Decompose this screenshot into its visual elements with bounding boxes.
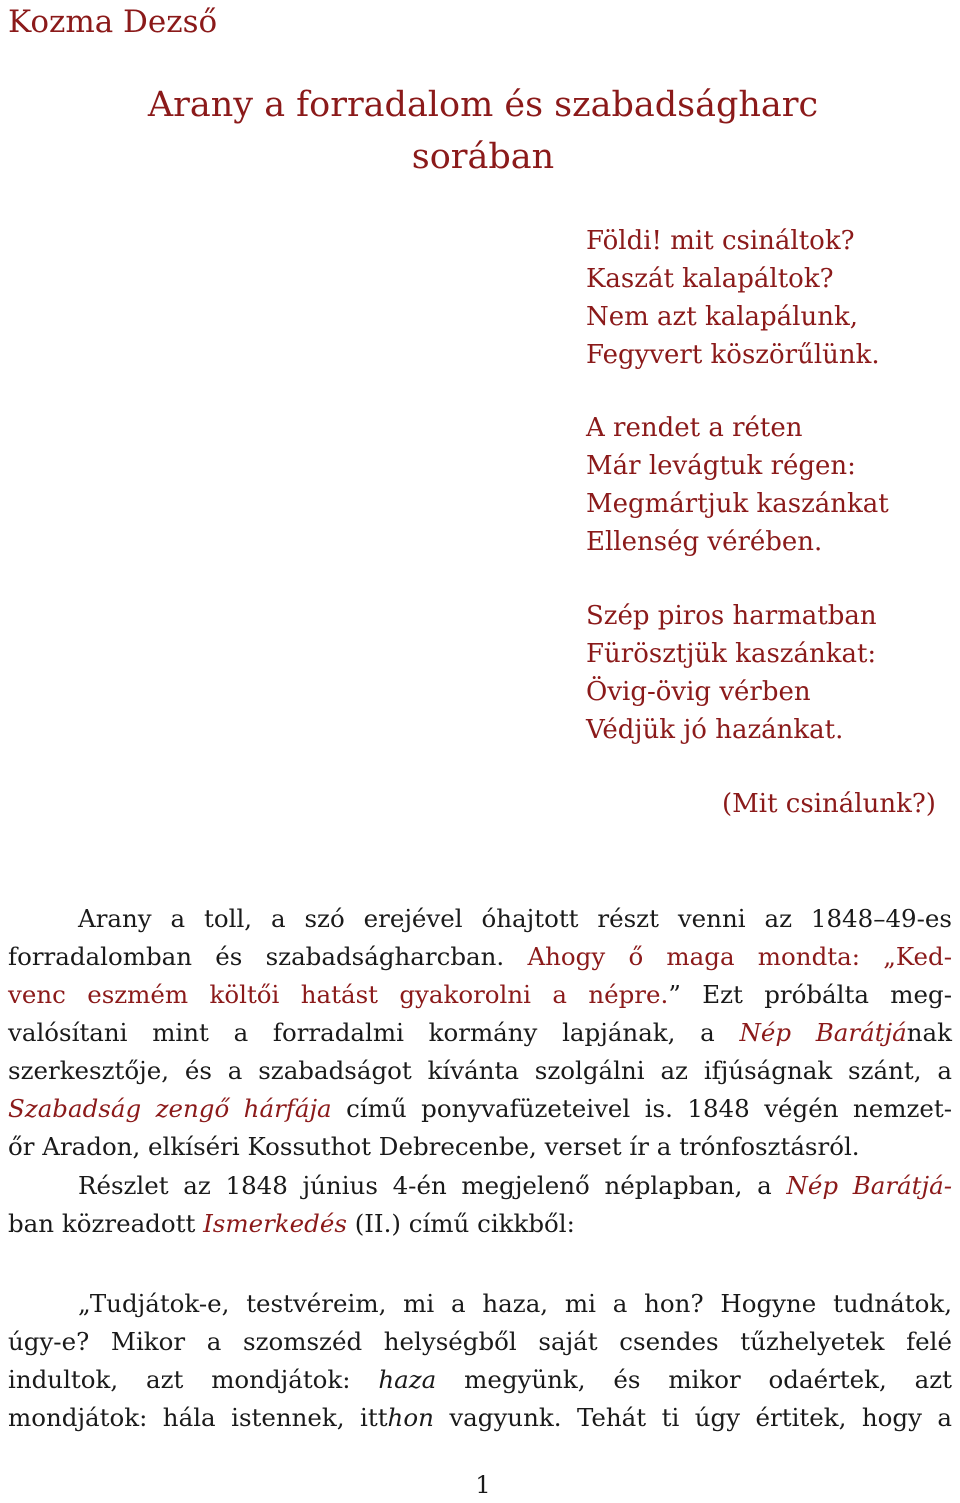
poem-source: (Mit csinálunk?)	[722, 789, 936, 819]
paragraph-line: Szabadság zengő hárfája című ponyvafüzeteivel is. 1848 végén nemzet-	[8, 1094, 952, 1123]
poem-line: A rendet a réten	[586, 413, 803, 443]
newspaper-title: Nép Barátjá	[739, 1018, 907, 1047]
quote-line: úgy-e? Mikor a szomszéd helységből saját csendes tűzhelyetek felé	[8, 1327, 952, 1356]
work-title: Szabadság zengő hárfája	[8, 1094, 332, 1123]
poem-line: Ellenség vérében.	[586, 527, 823, 557]
quote-line: indultok, azt mondjátok: haza megyünk, és mikor odaértek, azt	[8, 1365, 952, 1394]
paragraph-line: Részlet az 1848 június 4-én megjelenő néplapban, a Nép Barátjá-	[78, 1171, 952, 1200]
paragraph-line: valósítani mint a forradalmi kormány lapjának, a Nép Barátjának	[8, 1018, 952, 1047]
page-number: 1	[475, 1471, 491, 1499]
poem-line: Védjük jó hazánkat.	[586, 715, 844, 745]
paragraph-line: őr Aradon, elkíséri Kossuthot Debrecenbe, verset ír a trónfosztásról.	[8, 1132, 860, 1161]
poem-line: Kaszát kalapáltok?	[586, 264, 834, 294]
chapter-title-line-1: Arany a forradalom és szabadságharc	[147, 85, 819, 125]
poem-line: Nem azt kalapálunk,	[586, 302, 859, 332]
quote-line: mondjátok: hála istennek, itthon vagyunk. Tehát ti úgy értitek, hogy a	[8, 1403, 952, 1432]
quote-line: „Tudjátok-e, testvéreim, mi a haza, mi a hon? Hogyne tudnátok,	[78, 1289, 952, 1318]
poem-line: Fegyvert köszörűlünk.	[586, 340, 880, 370]
paragraph-line: Arany a toll, a szó erejével óhajtott részt venni az 1848–49-es	[78, 904, 952, 933]
paragraph-line: szerkesztője, és a szabadságot kívánta szolgálni az ifjúságnak szánt, a	[8, 1056, 952, 1085]
poem-line: Fürösztjük kaszánkat:	[586, 639, 877, 669]
poem-line: Szép piros harmatban	[586, 601, 877, 631]
author-name: Kozma Dezső	[8, 4, 218, 40]
paragraph-line: ban közreadott Ismerkedés (II.) című cikkből:	[8, 1209, 575, 1238]
poem-line: Már levágtuk régen:	[586, 451, 856, 481]
paragraph-line: venc eszmém költői hatást gyakorolni a népre.” Ezt próbálta meg-	[8, 980, 952, 1009]
newspaper-title: Nép Barátjá-	[786, 1171, 952, 1200]
chapter-title-line-2: sorában	[411, 137, 555, 177]
poem-line: Megmártjuk kaszánkat	[586, 489, 889, 519]
poem-line: Földi! mit csináltok?	[586, 226, 855, 256]
article-title: Ismerkedés	[203, 1209, 347, 1238]
poem-line: Övig-övig vérben	[586, 677, 811, 707]
paragraph-line: forradalomban és szabadságharcban. Ahogy ő maga mondta: „Ked-	[8, 942, 953, 971]
